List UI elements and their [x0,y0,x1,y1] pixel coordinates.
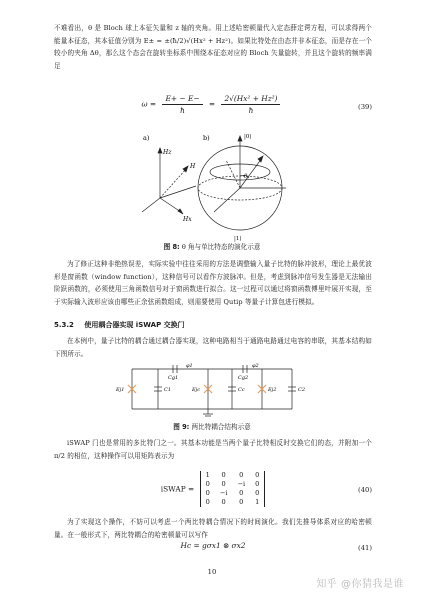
figure-9-caption-label: 图 9: [173,423,190,431]
eq39-fraction-1 [162,94,202,115]
matrix-cell: 0 [255,489,260,497]
equation-40 [54,465,372,515]
matrix-cell: 0 [239,471,244,479]
equation-41-number: (41) [358,544,372,552]
figure-8-label-hz: Hz [163,149,172,156]
matrix-cell: 0 [239,498,244,506]
figure-9-caption [0,421,424,431]
figure-8-label-a: a) [143,134,150,142]
matrix-cell: 0 [221,480,226,488]
figure-8-caption [0,241,424,251]
eq39-lhs: ω = [141,99,157,109]
paragraph-5: 为了实现这个操作，不妨可以考虑一个两比特耦合情况下的时间演化。我们先推导体系对应的哈密顿量。在一般形式下，两比特耦合的哈密顿量可以写作 [54,518,372,539]
figure-8-caption-label: 图 8: [163,243,180,251]
figure-9-caption-text: 两比特耦合结构示意 [191,423,251,431]
matrix-row [200,489,265,498]
figure-8 [0,128,424,246]
matrix-cell: 0 [221,498,226,506]
figure-8a-axes [142,148,196,214]
matrix-cell: −i [237,480,246,488]
figure-9-label-cg1: Cg1 [168,375,179,381]
equation-39-body [54,94,372,115]
equation-40-body [54,471,372,507]
figure-9-label-phi2: φ2 [252,363,259,369]
equation-39-number: (39) [358,103,372,111]
matrix-cell: −i [219,489,228,497]
figure-9-label-phi1: φ1 [186,363,193,369]
eq39-numerator-1: E+ − E− [162,94,202,105]
figure-8-label-theta: θ [244,174,248,180]
figure-9-label-cc: Cc [238,387,245,393]
matrix-cell: 1 [205,471,210,479]
watermark: 知乎 @你猜我是谁 [316,579,404,590]
matrix-row [200,471,265,480]
figure-8-caption-text: θ 角与单比特态的演化示意 [181,243,261,251]
matrix-cell: 0 [221,471,226,479]
matrix-cell: 1 [255,498,260,506]
figure-9-label-c2: C2 [298,387,306,393]
section-title: 使用耦合器实现 iSWAP 交换门 [84,321,185,329]
eq39-equals: = [208,99,216,109]
eq39-numerator-2: 2√(Hx² + Hz²) [221,94,280,105]
figure-8-label-ket0: |0⟩ [244,134,252,140]
figure-9-label-ej2: Ej2 [268,387,277,393]
eq40-lhs: iSWAP = [160,484,195,494]
paragraph-4: iSWAP 门也是常用的多比特门之一。其基本功能是当两个量子比特相反时交换它们的态，并附加一个 π/2 的相位，这种操作可以用矩阵表示为 [54,439,372,460]
equation-39 [54,94,372,120]
page-number: 10 [207,568,217,576]
equation-41-body: Hc = gσx1 ⊗ σx2 [180,541,246,550]
iswap-matrix [200,471,266,507]
matrix-row [200,480,265,489]
figure-9-label-c1: C1 [164,387,172,393]
figure-8-label-b: b) [203,134,210,142]
paragraph-1: 不难看出，θ 是 Bloch 球上本征矢量和 z 轴的夹角。用上述哈密顿量代入定态薛定谔方程，可以求得两个能量本征态，其本征值分别为 E± = ±(ħ/2)√(Hx² + Hz²)。如果比特处在由态并非本征态，而是存在一个较小的夹角 Δθ，那么这个态会在旋转坐标系中围绕本征态对应的 Bloch 矢量旋转，并且这个旋转的频率满足 [54,24,372,70]
figure-9-label-ejc: Ejc [192,387,201,393]
paragraph-3: 在本例中，量子比特的耦合通过耦合器实现，这种电路相当于通路电路通过电容的串联，其基本结构如下图所示。 [54,337,372,358]
matrix-cell: 0 [255,471,260,479]
eq39-fraction-2 [221,94,280,115]
section-heading [54,320,185,330]
figure-8-label-hx: Hx [183,216,192,223]
matrix-cell: 0 [205,498,210,506]
figure-8-label-ket1: |1⟩ [234,236,242,242]
figure-9-label-ej1: Ej1 [116,387,125,393]
eq39-denominator-1: ħ [180,106,185,115]
paragraph-2: 为了修正这种非绝热误差，实际实验中往往采用的方法是调整输入量子比特的脉冲波形，理论上最优波形是窗函数（window function），这种信号可以看作方波脉冲。但是，考虑到脉冲信号发生器是无法输出阶跃函数的，必须使用三角函数信号对于窗函数进行拟合。这一过程可以通过将窗函数傅里叶展开实现，至于实际输入波形应该由哪些正余弦函数组成，则需要使用 Qutip 等量子计算包进行模拟。 [54,260,372,306]
matrix-cell: 0 [205,480,210,488]
figure-8b-bloch-sphere [198,136,286,230]
equation-41 [54,541,372,555]
figure-9-label-cg2: Cg2 [238,375,249,381]
figure-8-label-hprime: H [190,163,196,170]
section-number: 5.3.2 [54,321,74,329]
figure-9 [0,359,424,419]
matrix-cell: 0 [255,480,260,488]
matrix-cell: 0 [239,489,244,497]
matrix-cell: 0 [205,489,210,497]
eq39-denominator-2: ħ [248,106,254,115]
equation-40-number: (40) [358,486,372,494]
matrix-row [200,498,265,507]
